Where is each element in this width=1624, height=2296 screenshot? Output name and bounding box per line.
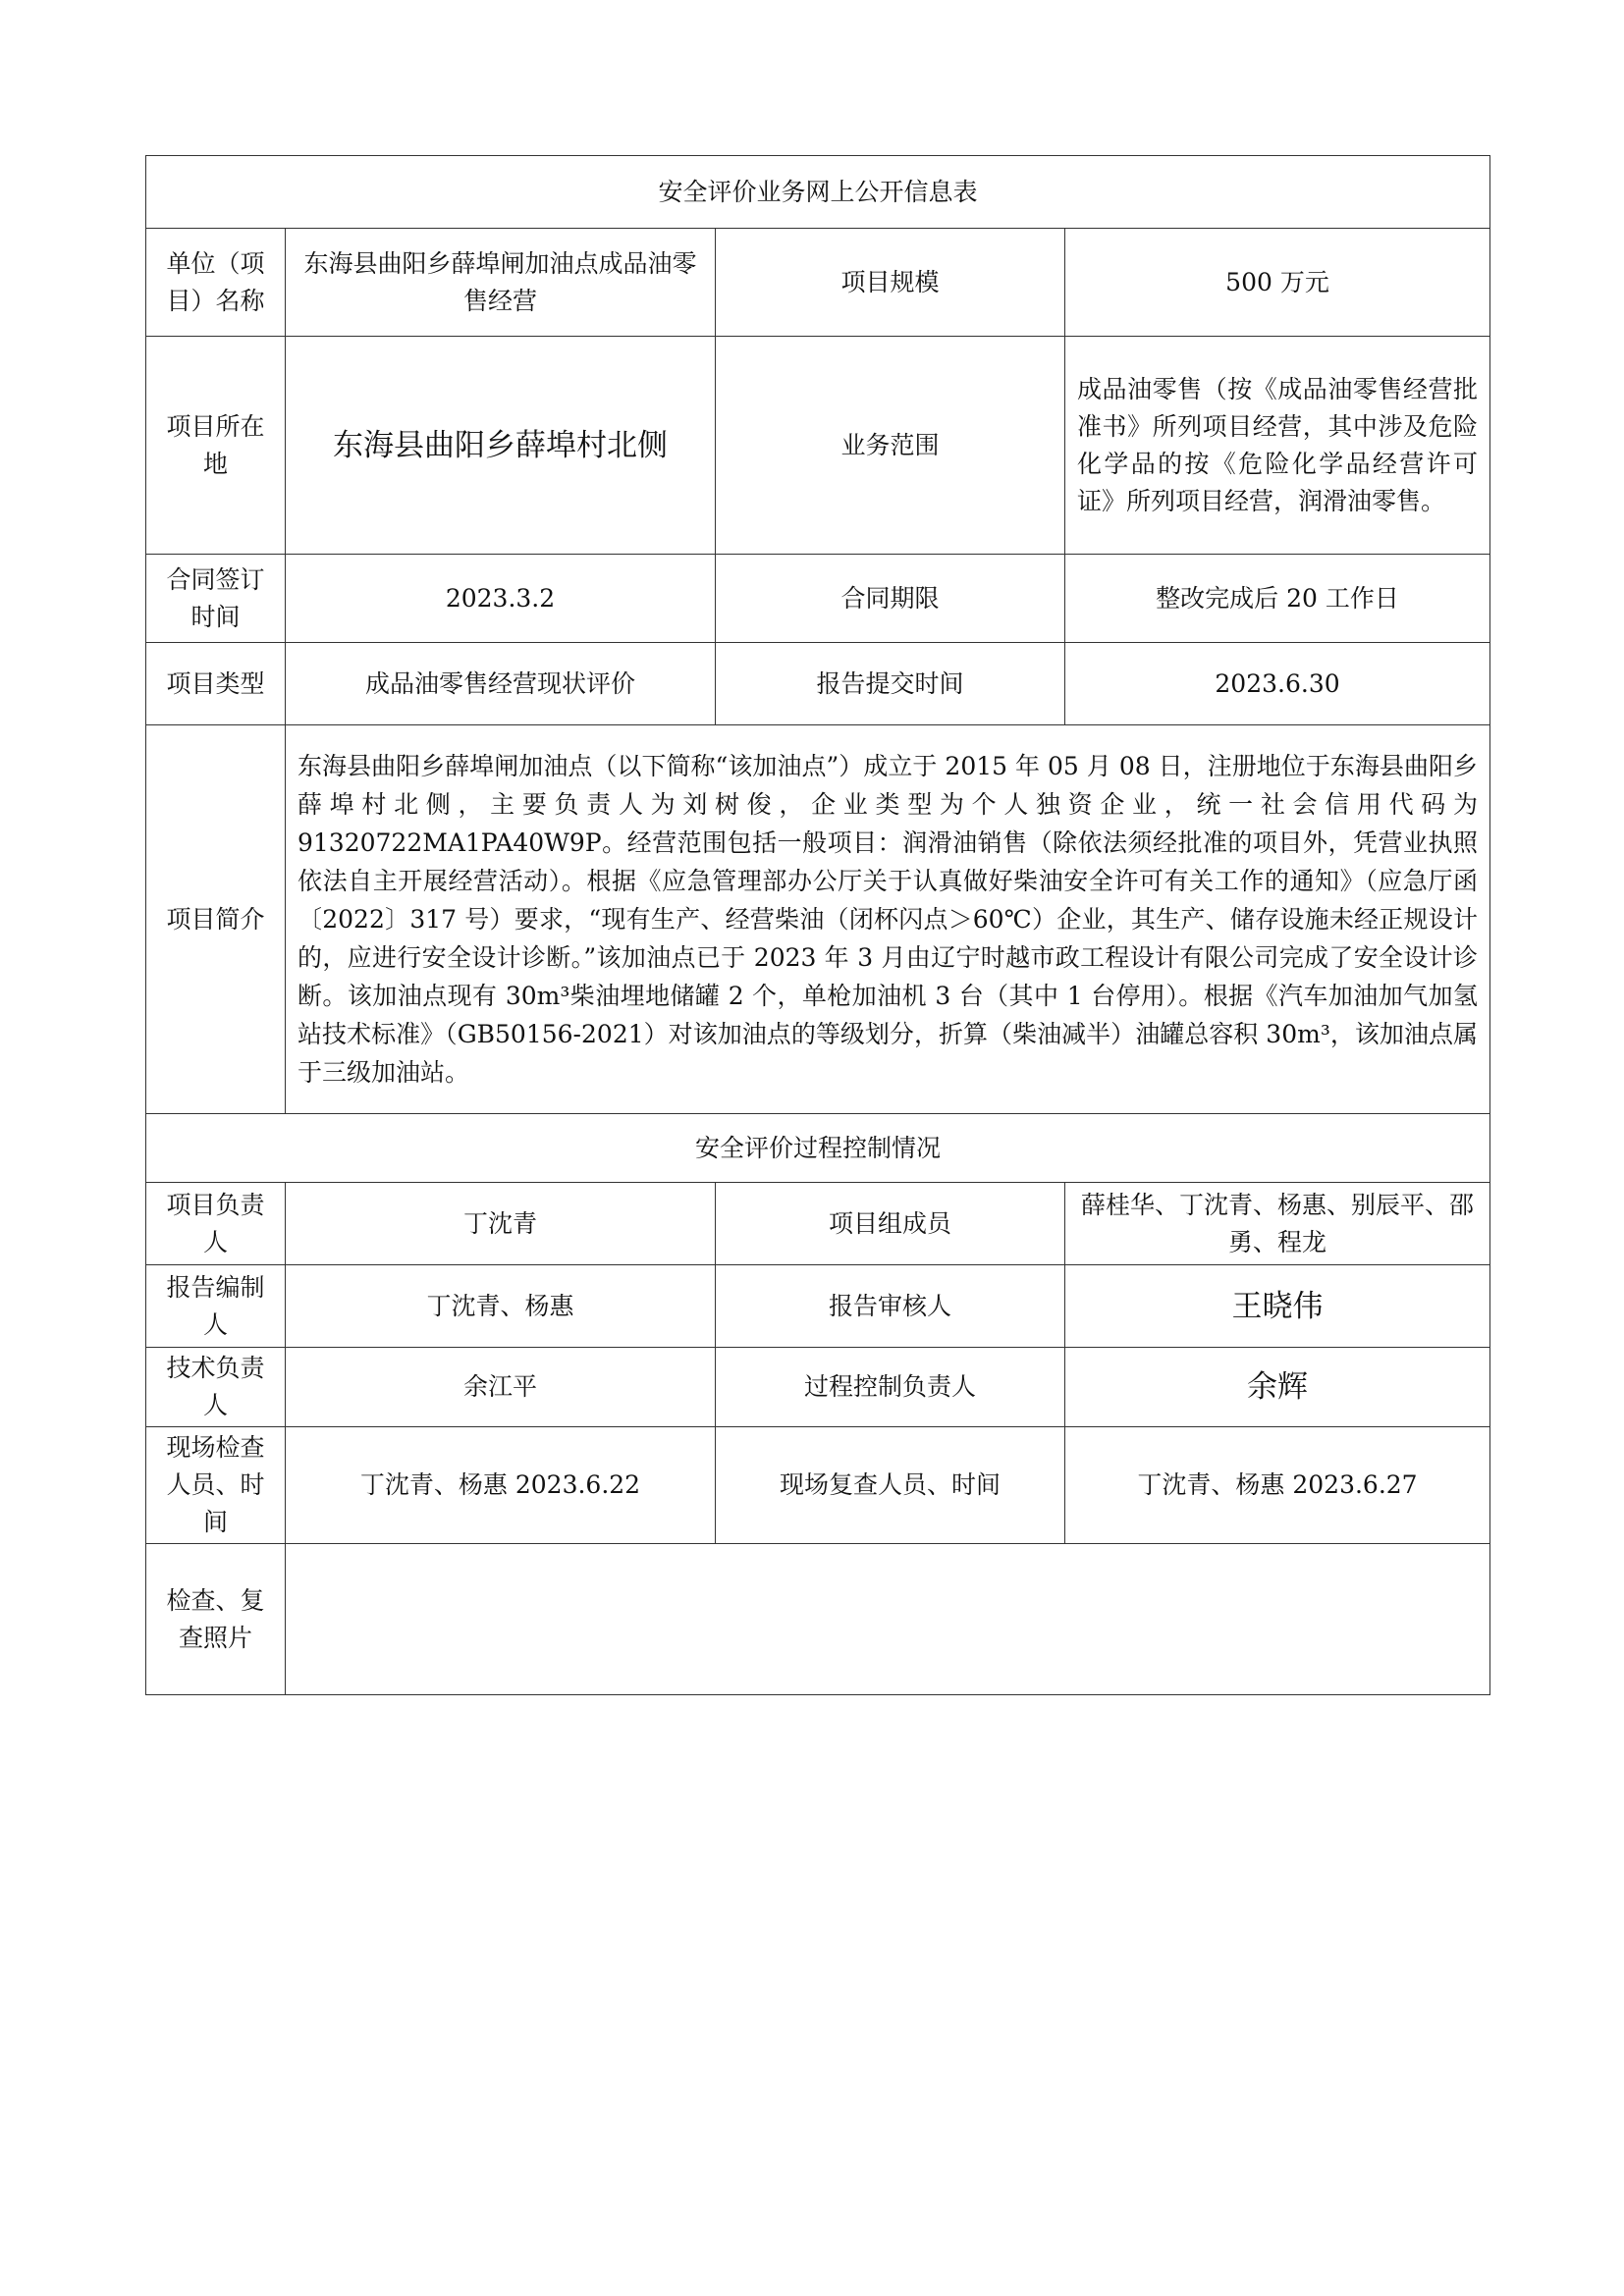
author-row [146,1265,1490,1348]
type-row [146,643,1490,725]
location-label: 项目所在地 [146,337,286,555]
contract-term-label: 合同期限 [716,555,1065,643]
author-label: 报告编制人 [146,1265,286,1348]
business-scope-label: 业务范围 [716,337,1065,555]
title-row [146,156,1490,229]
unit-label: 单位（项目）名称 [146,229,286,337]
contract-date-label: 合同签订时间 [146,555,286,643]
reviewer-value: 王晓伟 [1065,1265,1490,1348]
project-type-label: 项目类型 [146,643,286,725]
inspect-value: 丁沈青、杨惠 2023.6.22 [286,1427,716,1544]
intro-row [146,725,1490,1114]
photos-label: 检查、复查照片 [146,1544,286,1695]
contract-row [146,555,1490,643]
report-date-value: 2023.6.30 [1065,643,1490,725]
recheck-label: 现场复查人员、时间 [716,1427,1065,1544]
members-value: 薛桂华、丁沈青、杨惠、别辰平、邵勇、程龙 [1065,1183,1490,1265]
business-scope-value: 成品油零售（按《成品油零售经营批准书》所列项目经营，其中涉及危险化学品的按《危险化学品经营许可证》所列项目经营，润滑油零售。 [1065,337,1490,555]
reviewer-label: 报告审核人 [716,1265,1065,1348]
author-value: 丁沈青、杨惠 [286,1265,716,1348]
members-label: 项目组成员 [716,1183,1065,1265]
report-date-label: 报告提交时间 [716,643,1065,725]
unit-row [146,229,1490,337]
photos-row [146,1544,1490,1695]
recheck-value: 丁沈青、杨惠 2023.6.27 [1065,1427,1490,1544]
location-row [146,337,1490,555]
contract-term-value: 整改完成后 20 工作日 [1065,555,1490,643]
unit-value: 东海县曲阳乡薛埠闸加油点成品油零售经营 [286,229,716,337]
intro-label: 项目简介 [146,725,286,1114]
tech-row [146,1348,1490,1427]
process-control-label: 过程控制负责人 [716,1348,1065,1427]
scale-value: 500 万元 [1065,229,1490,337]
section2-title: 安全评价过程控制情况 [146,1114,1490,1183]
intro-text: 东海县曲阳乡薛埠闸加油点（以下简称“该加油点”）成立于 2015 年 05 月 08 日，注册地位于东海县曲阳乡薛埠村北侧，主要负责人为刘树俊，企业类型为个人独资企业，统一社会信用代码为 91320722MA1PA40W9P。经营范围包括一般项目：润滑油销售（除依法须经批准的项目外，凭营业执照依法自主开展经营活动）。根据《应急管理部办公厅关于认真做好柴油安全许可有关工作的通知》（应急厅函〔2022〕317 号）要求，“现有生产、经营柴油（闭杯闪点＞60℃）企业，其生产、储存设施未经正规设计的，应进行安全设计诊断。”该加油点已于 2023 年 3 月由辽宁时越市政工程设计有限公司完成了安全设计诊断。该加油点现有 30m³柴油埋地储罐 2 个，单枪加油机 3 台（其中 1 台停用）。根据《汽车加油加气加氢站技术标准》（GB50156-2021）对该加油点的等级划分，折算（柴油减半）油罐总容积 30m³，该加油点属于三级加油站。 [286,725,1490,1114]
leader-row [146,1183,1490,1265]
tech-lead-label: 技术负责人 [146,1348,286,1427]
location-value: 东海县曲阳乡薛埠村北侧 [286,337,716,555]
process-control-value: 余辉 [1065,1348,1490,1427]
contract-date-value: 2023.3.2 [286,555,716,643]
inspect-row [146,1427,1490,1544]
table-title: 安全评价业务网上公开信息表 [146,156,1490,229]
section2-title-row [146,1114,1490,1183]
inspect-label: 现场检查人员、时间 [146,1427,286,1544]
leader-value: 丁沈青 [286,1183,716,1265]
info-table [145,155,1490,1695]
project-type-value: 成品油零售经营现状评价 [286,643,716,725]
scale-label: 项目规模 [716,229,1065,337]
info-sheet [145,155,1489,1695]
tech-lead-value: 余江平 [286,1348,716,1427]
leader-label: 项目负责人 [146,1183,286,1265]
photos-area [286,1544,1490,1695]
